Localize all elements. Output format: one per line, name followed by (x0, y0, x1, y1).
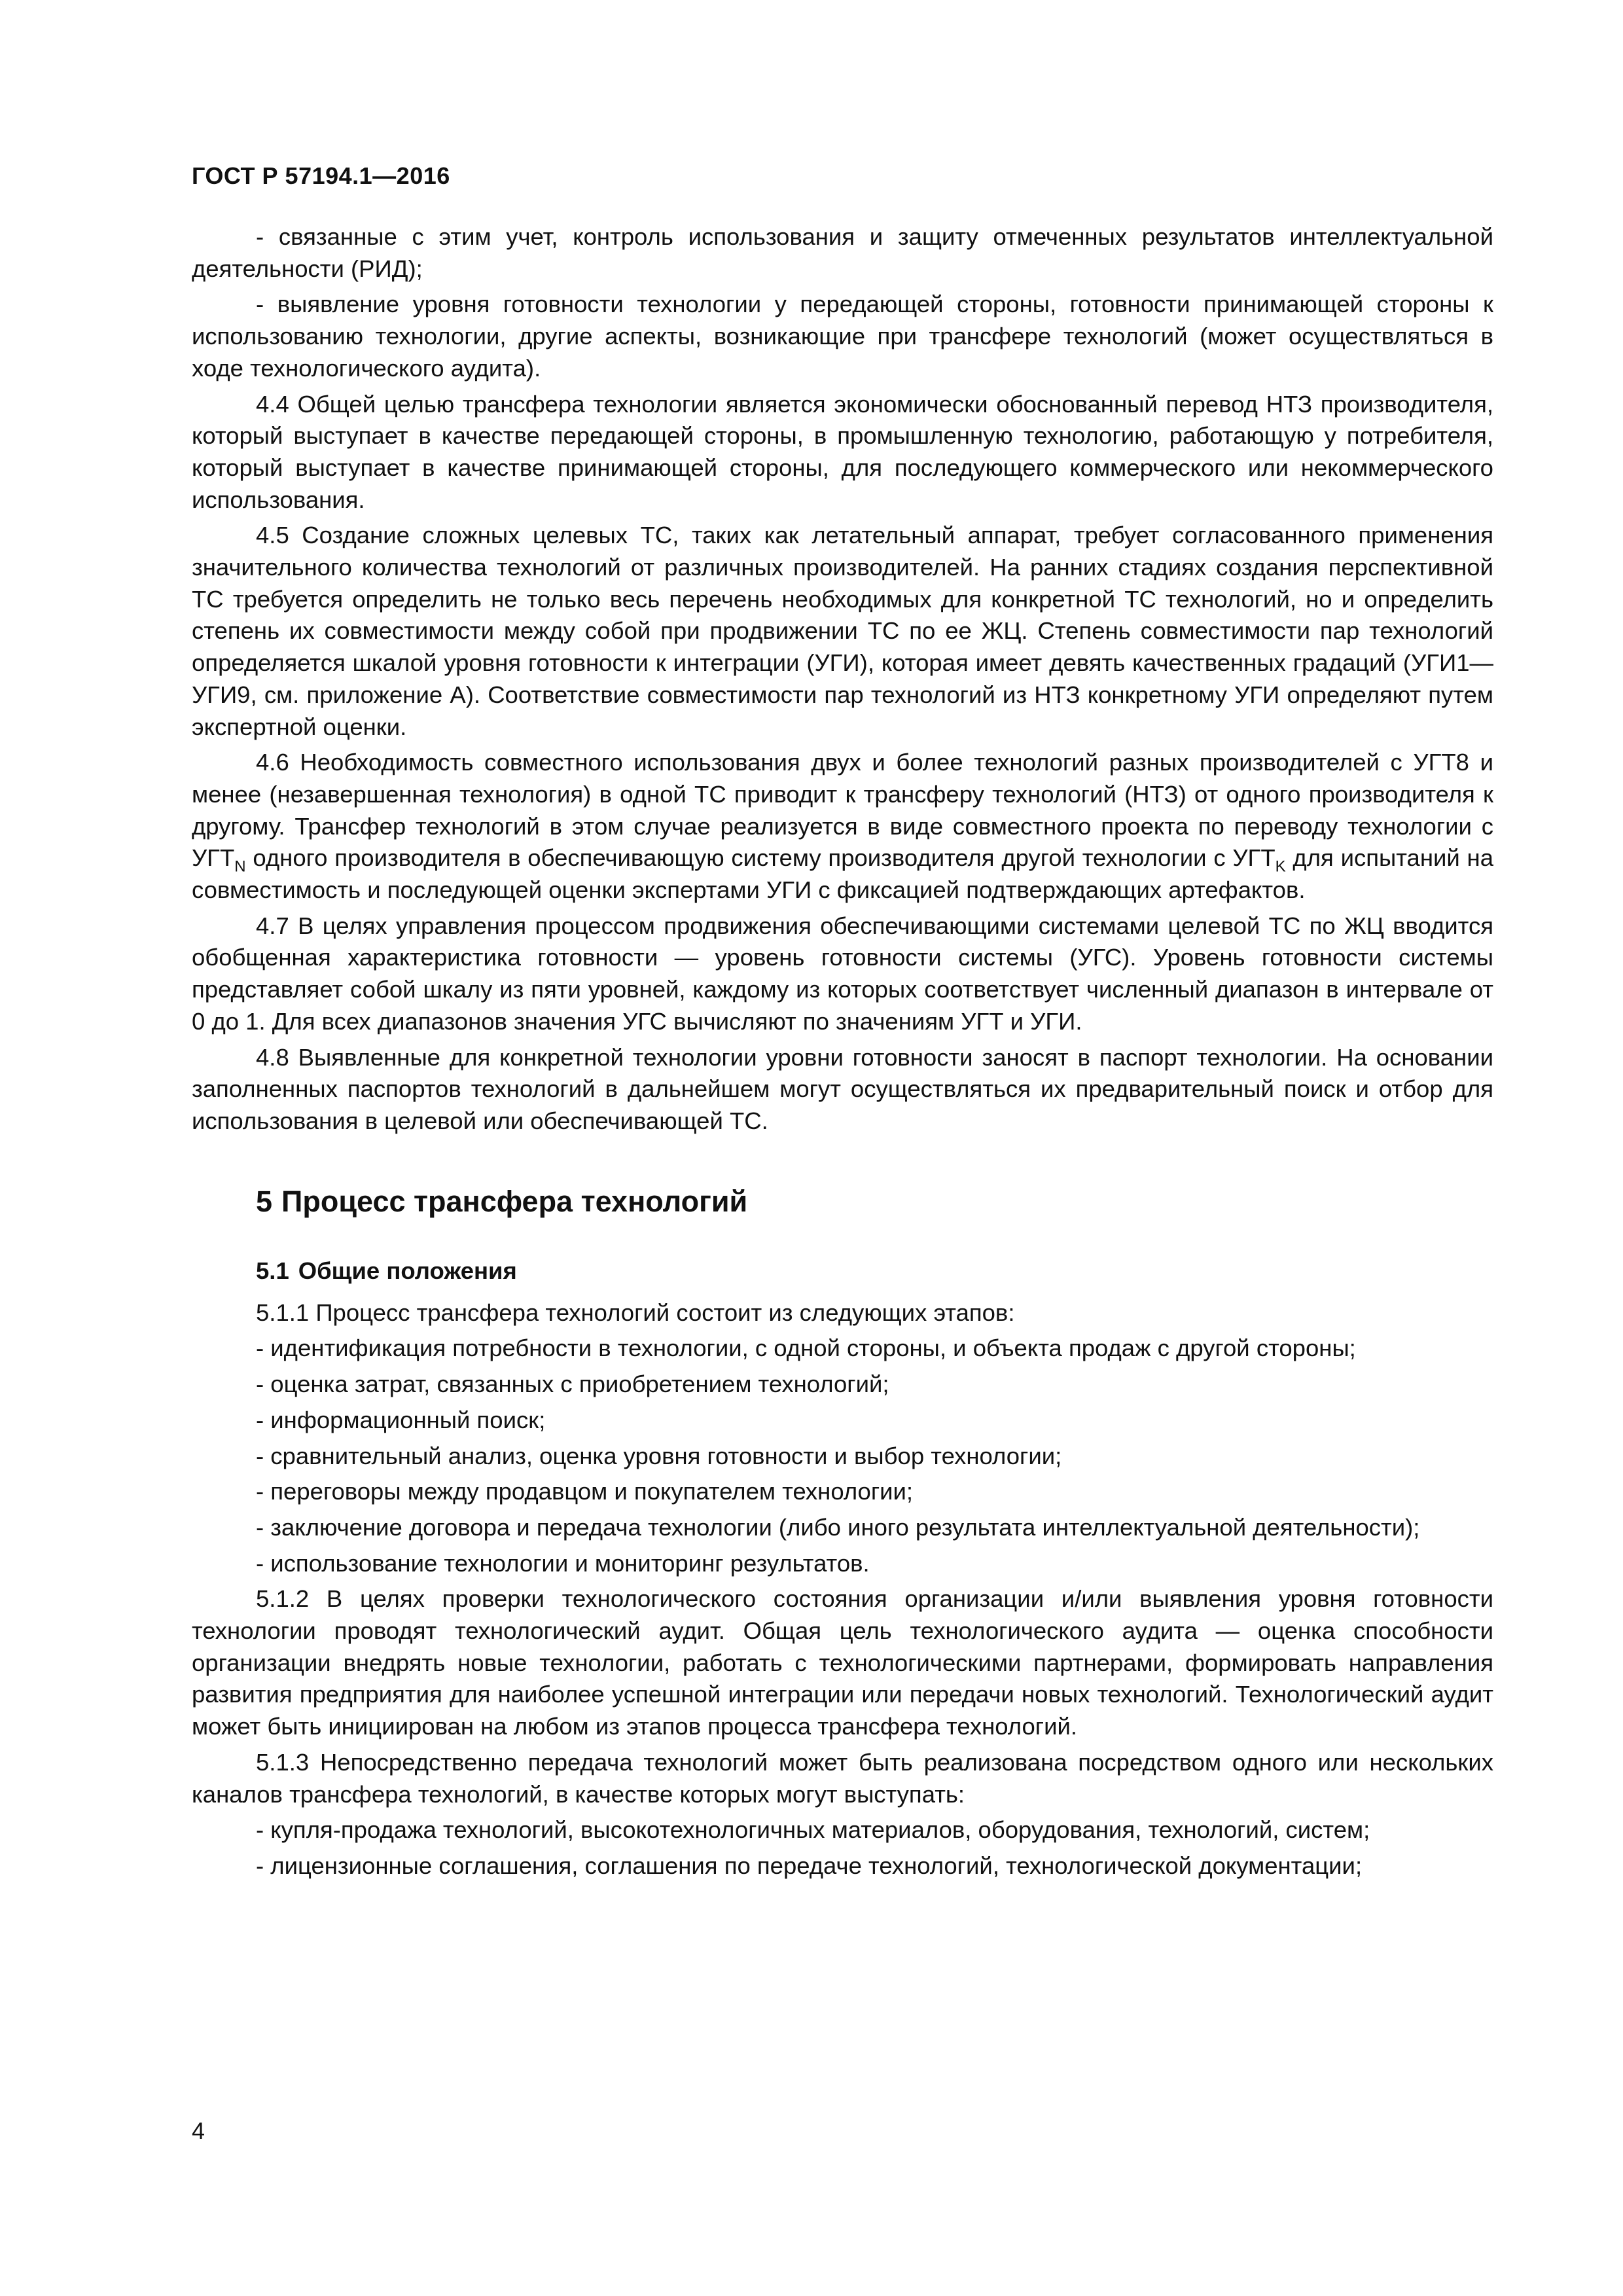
paragraph-4-5: 4.5 Создание сложных целевых ТС, таких как летательный аппарат, требует согласованного применения значительного количества технологий от различных производителей. На ранних стадиях создания перспективной ТС требуется определить не только весь перечень необходимых для конкретной ТС технологий, но и определить степень их совместимости между собой при продвижении ТС по ее ЖЦ. Степень совместимости пар технологий определяется шкалой уровня готовности к интеграции (УГИ), которая имеет девять качественных градаций (УГИ1—УГИ9, см. приложение А). Соответствие совместимости пар технологий из НТЗ конкретному УГИ определяют путем экспертной оценки. (192, 522, 1493, 740)
list-item: - купля-продажа технологий, высокотехнологичных материалов, оборудования, технологий, систем; (256, 1816, 1370, 1844)
list-item: - лицензионные соглашения, соглашения по передаче технологий, технологической документации; (256, 1852, 1363, 1879)
subscript-k: K (1275, 857, 1286, 876)
list-item: - заключение договора и передача технологии (либо иного результата интеллектуальной деятельности); (256, 1513, 1420, 1541)
list-item: - выявление уровня готовности технологии у передающей стороны, готовности принимающей стороны к использованию технологии, другие аспекты, возникающие при трансфере технологий (может осуществляться в ходе технологического аудита). (192, 291, 1493, 382)
paragraph-4-4: 4.4 Общей целью трансфера технологии является экономически обоснованный перевод НТЗ производителя, который выступает в качестве передающей стороны, в промышленную технологию, работающую у потребителя, который выступает в качестве принимающей стороны, для последующего коммерческого или некоммерческого использования. (192, 390, 1493, 513)
section-heading (192, 1182, 1493, 1221)
paragraph-5-1-1: 5.1.1 Процесс трансфера технологий состоит из следующих этапов: (256, 1299, 1015, 1326)
list-item: - использование технологии и мониторинг результатов. (256, 1549, 870, 1577)
paragraph-4-6 (192, 747, 1493, 906)
subsection-title: Общие положения (298, 1257, 517, 1284)
paragraph-5-1-3: 5.1.3 Непосредственно передача технологий может быть реализована посредством одного или нескольких каналов трансфера технологий, в качестве которых могут выступать: (192, 1748, 1493, 1808)
paragraph-4-6-text: 4.6 Необходимость совместного использования двух и более технологий разных производителей с УГТ8 и менее (незавершенная технология) в одной ТС приводит к трансферу технологий (НТЗ) от одного производителя к другому. Трансфер технологий в этом случае реализуется в виде совместного проекта по переводу технологии с УГТ (192, 749, 1493, 872)
subsection-number: 5.1 (256, 1257, 289, 1284)
document-header: ГОСТ Р 57194.1—2016 (192, 162, 450, 189)
paragraph-4-7: 4.7 В целях управления процессом продвижения обеспечивающими системами целевой ТС по ЖЦ вводится обобщенная характеристика готовности — уровень готовности системы (УГС). Уровень готовности системы представляет собой шкалу из пяти уровней, каждому из которых соответствует численный диапазон в интервале от 0 до 1. Для всех диапазонов значения УГС вычисляют по значениям УГТ и УГИ. (192, 912, 1493, 1035)
list-item: - оценка затрат, связанных с приобретением технологий; (256, 1371, 889, 1398)
list-item: - идентификация потребности в технологии, с одной стороны, и объекта продаж с другой стороны; (256, 1335, 1356, 1362)
list-item: - связанные с этим учет, контроль использования и защиту отмеченных результатов интеллектуальной деятельности (РИД); (192, 223, 1493, 282)
section-title: Процесс трансфера технологий (281, 1184, 748, 1218)
list-item: - переговоры между продавцом и покупателем технологии; (256, 1478, 914, 1505)
page-number: 4 (192, 2117, 205, 2144)
section-number: 5 (256, 1184, 273, 1218)
list-item: - информационный поиск; (256, 1406, 546, 1433)
paragraph-5-1-2: 5.1.2 В целях проверки технологического состояния организации и/или выявления уровня готовности технологии проводят технологический аудит. Общая цель технологического аудита — оценка способности организации внедрять новые технологии, работать с технологическими партнерами, формировать направления развития предприятия для наиболее успешной интеграции или передачи новых технологий. Технологический аудит может быть инициирован на любом из этапов процесса трансфера технологий. (192, 1585, 1493, 1740)
subscript-n: N (234, 857, 246, 876)
list-item: - сравнительный анализ, оценка уровня готовности и выбор технологии; (256, 1442, 1062, 1469)
document-body (192, 221, 1493, 1882)
paragraph-4-6-text: одного производителя в обеспечивающую систему производителя другой технологии с УГТ (245, 844, 1275, 872)
subsection-heading (192, 1255, 1493, 1287)
paragraph-4-8: 4.8 Выявленные для конкретной технологии уровни готовности заносят в паспорт технологии. На основании заполненных паспортов технологий в дальнейшем могут осуществляться их предварительный поиск и отбор для использования в целевой или обеспечивающей ТС. (192, 1043, 1493, 1134)
paragraph-4-6-text: для испытаний на совместимость и последующей оценки экспертами УГИ с фиксацией подтверждающих артефактов. (192, 844, 1493, 904)
